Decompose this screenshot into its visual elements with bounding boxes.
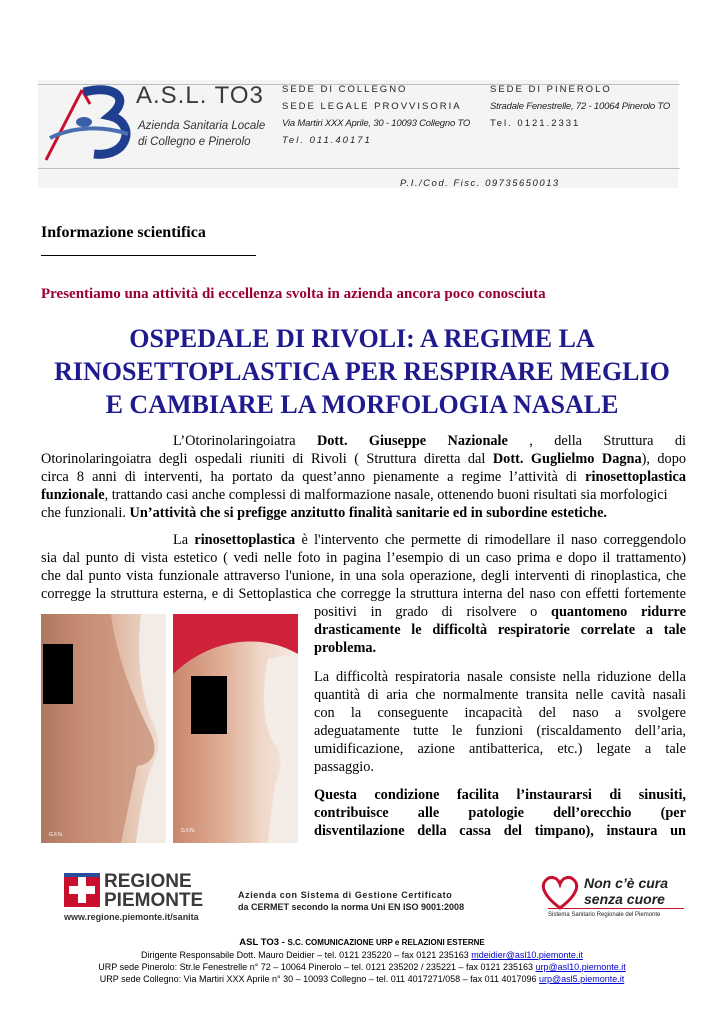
article-title	[30, 322, 694, 421]
paragraph-line: quantità di aria che normalmente transita nelle cavità nasali	[314, 687, 686, 703]
paragraph-line: adeguatamente tutte le funzioni (riscaldamento dell’aria,	[314, 723, 686, 739]
paragraph-line: drasticamente le difficoltà respiratorie correlate a tale	[314, 622, 686, 638]
certification-text: Azienda con Sistema di Gestione Certificato	[238, 890, 453, 900]
paragraph-line: Questa condizione facilita l’instaurarsi di sinusiti,	[314, 787, 686, 803]
paragraph-line: problema.	[314, 640, 377, 656]
regione-flag-icon	[64, 873, 100, 907]
divider	[548, 908, 684, 909]
regione-url: www.regione.piemonte.it/sanita	[64, 912, 199, 922]
certification-text: da CERMET secondo la norma Uni EN ISO 9001:2008	[238, 902, 465, 912]
asl-logo	[44, 82, 134, 172]
header-text: Tel. 011.40171	[282, 135, 372, 146]
title-line: E CAMBIARE LA MORFOLOGIA NASALE	[105, 390, 619, 419]
logo-subtitle: Azienda Sanitaria Locale	[138, 120, 266, 132]
header-text: Stradale Fenestrelle, 72 - 10064 Pinerolo TO	[490, 101, 671, 112]
email-link[interactable]: urp@asl5.piemonte.it	[539, 974, 625, 984]
regione-logo-text: REGIONE PIEMONTE	[104, 871, 204, 911]
header-text: SEDE LEGALE PROVVISORIA	[282, 101, 462, 112]
privacy-censor-bar	[191, 676, 227, 734]
logo-subtitle: di Collegno e Pinerolo	[138, 136, 251, 148]
tax-code: P.I./Cod. Fisc. 09735650013	[400, 178, 560, 189]
privacy-censor-bar	[43, 644, 73, 704]
heart-icon	[538, 872, 582, 912]
header-text: Tel. 0121.2331	[490, 118, 581, 129]
paragraph-line: La difficoltà respiratoria nasale consiste nella riduzione della	[314, 669, 686, 685]
paragraph-line: sia dal punto di vista estetico ( vedi nelle foto in pagina l’esempio di un caso prima e dopo il trattamento)	[41, 550, 686, 566]
paragraph-line: positivi in grado di risolvere o quantomeno ridurre	[314, 604, 686, 620]
paragraph-line: circa 8 anni di interventi, ha portato da quest’anno pienamente a regime l’attività di rinosettoplastica	[41, 469, 686, 485]
photo-caption: G.F.N.	[181, 828, 196, 834]
header-text: Via Martiri XXX Aprile, 30 - 10093 Collegno TO	[282, 118, 471, 129]
paragraph-line: che dal punto vista funzionale attraverso l'unione, in una sola operazione, degli interventi di rinoplastica, che	[41, 568, 686, 584]
header-text: SEDE DI COLLEGNO	[282, 84, 408, 95]
before-photo	[41, 614, 166, 843]
after-photo	[173, 614, 298, 843]
paragraph-line: corregge la struttura esterna, e di Settoplastica che corregge la struttura interna del naso con effetti fortemente	[41, 586, 686, 602]
slogan-subtext: Sistema Sanitario Regionale del Piemonte	[548, 912, 661, 918]
divider	[38, 168, 680, 169]
paragraph-line: Otorinolaringoiatra degli ospedali riuniti di Rivoli ( Struttura diretta dal Dott. Guglielmo Dagna), dopo	[41, 451, 687, 467]
paragraph-line: L’Otorinolaringoiatra Dott. Giuseppe Nazionale , della Struttura di	[173, 433, 686, 449]
letterhead	[38, 80, 678, 188]
paragraph-line: con la conseguente incapacità del naso a svolgere	[314, 705, 686, 721]
paragraph-line: contribuisce alle patologie dell’orecchio (per	[314, 805, 686, 821]
subtitle: Presentiamo una attività di eccellenza svolta in azienda ancora poco conosciuta	[41, 286, 546, 302]
photo-caption: G.F.N.	[49, 832, 64, 838]
divider	[41, 255, 256, 256]
title-line: OSPEDALE DI RIVOLI: A REGIME LA	[129, 324, 595, 353]
footer-line: Dirigente Responsabile Dott. Mauro Deidier – tel. 0121 235220 – fax 0121 235163 mdeidier@asl10.piemonte.it	[141, 950, 583, 960]
footer-line: URP sede Collegno: Via Martiri XXX Aprile n° 30 – 10093 Collegno – tel. 011 4017271/058 – fax 011 4017096 urp@asl5.piemonte.it	[99, 974, 625, 984]
email-link[interactable]: mdeidier@asl10.piemonte.it	[471, 950, 583, 960]
email-link[interactable]: urp@asl10.piemonte.it	[535, 962, 626, 972]
paragraph-line: passaggio.	[314, 759, 374, 775]
footer-line: URP sede Pinerolo: Str.le Fenestrelle n° 72 – 10064 Pinerolo – tel. 0121 235202 / 235221 – fax 0121 235163 urp@asl10.piemonte.it	[98, 962, 626, 972]
logo-title: A.S.L. TO3	[136, 82, 264, 109]
paragraph-line: che funzionali. Un’attività che si prefigge anzitutto finalità sanitarie ed in subordine estetiche.	[41, 505, 607, 521]
section-heading: Informazione scientifica	[41, 224, 206, 241]
paragraph-line: funzionale, trattando casi anche complessi di malformazione nasale, ottenendo buoni risultati sia morfologici	[41, 487, 668, 503]
footer-heading: ASL TO3 - S.C. COMUNICAZIONE URP e RELAZIONI ESTERNE	[239, 937, 485, 948]
header-text: SEDE DI PINEROLO	[490, 84, 612, 95]
slogan: Non c’è cura senza cuore	[584, 875, 669, 907]
paragraph-line: umidificazione, azione antibatterica, etc.) legate a tale	[314, 741, 686, 757]
title-line: RINOSETTOPLASTICA PER RESPIRARE MEGLIO	[54, 357, 670, 386]
paragraph-line: disventilazione della cassa del timpano), instaura un	[314, 823, 686, 839]
paragraph-line: La rinosettoplastica è l'intervento che permette di rimodellare il naso correggendolo	[173, 532, 687, 548]
